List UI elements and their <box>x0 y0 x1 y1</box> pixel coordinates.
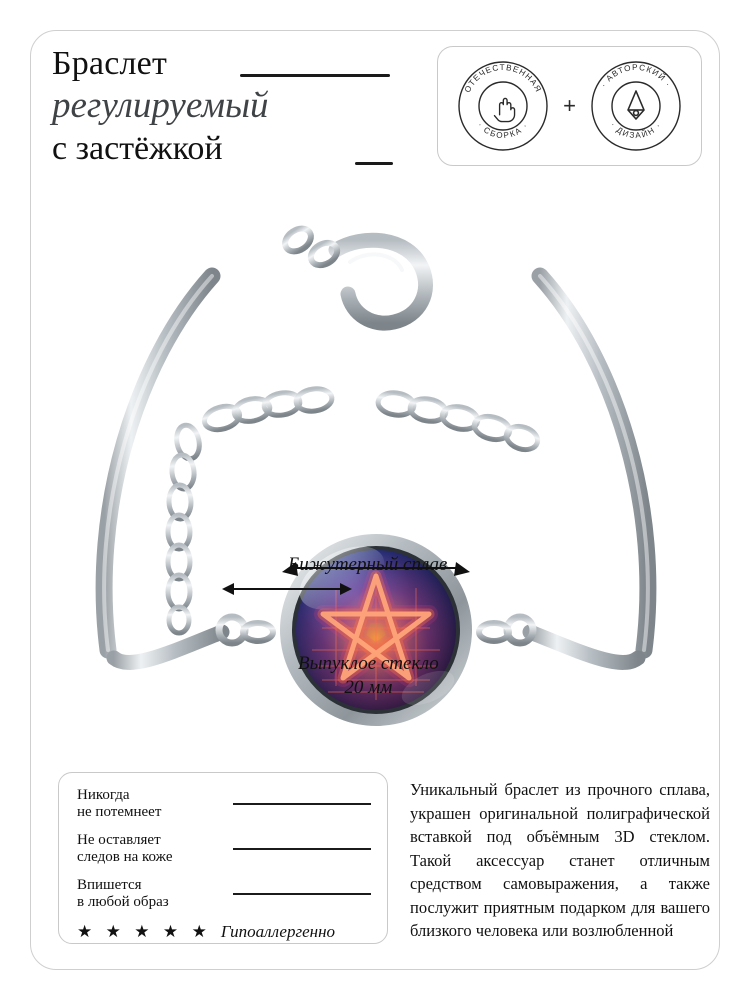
badge-domestic-assembly <box>453 56 553 156</box>
alloy-label: Бижутерный сплав <box>288 554 448 575</box>
product-photo <box>36 180 716 760</box>
glass-label-line-1: Выпуклое стекло <box>298 653 439 674</box>
title-line-1: Браслет <box>52 45 168 82</box>
feature-line-2: в любой образ <box>77 894 169 910</box>
hypoallergenic-label: Гипоаллергенно <box>220 922 336 941</box>
page-title <box>52 44 402 170</box>
title-rule-2 <box>355 162 393 165</box>
feature-item <box>77 877 371 911</box>
svg-text:· АВТОРСКИЙ ·: · АВТОРСКИЙ · <box>598 62 673 89</box>
star-icon-group: ★ ★ ★ ★ ★ <box>77 922 211 942</box>
product-description: Уникальный браслет из прочного сплава, украшен оригинальной полиграфической вставкой под объёмным 3D стеклом. Такой аксессуар станет отличным средством самовыражения, а также послужит приятным подарком для вашего близкого человека или возлюбленной <box>410 780 710 940</box>
title-rule-1 <box>240 74 390 77</box>
feature-rule <box>233 848 371 850</box>
title-line-3: с застёжкой <box>52 130 223 167</box>
feature-item <box>77 832 371 866</box>
features-panel <box>58 772 388 944</box>
feature-line-1: Не оставляет <box>77 832 161 848</box>
badge-separator-plus: + <box>563 93 576 118</box>
glass-label-line-2: 20 мм <box>344 677 393 698</box>
rating-row <box>77 922 371 942</box>
feature-line-2: не потемнеет <box>77 804 162 820</box>
svg-text:ОТЕЧЕСТВЕННАЯ: ОТЕЧЕСТВЕННАЯ <box>462 62 544 95</box>
glass-label <box>298 652 439 700</box>
svg-text:· СБОРКА ·: · СБОРКА · <box>475 120 531 141</box>
feature-text <box>77 787 227 821</box>
feature-line-1: Никогда <box>77 787 130 803</box>
feature-rule <box>233 803 371 805</box>
feature-text <box>77 877 227 911</box>
title-line-2: регулируемый <box>52 85 269 126</box>
feature-line-2: следов на коже <box>77 849 173 865</box>
feature-rule <box>233 893 371 895</box>
badge-author-design <box>586 56 686 156</box>
badges-panel <box>437 46 702 166</box>
svg-text:· ДИЗАЙН ·: · ДИЗАЙН · <box>608 120 664 141</box>
feature-item <box>77 787 371 821</box>
feature-line-1: Впишется <box>77 877 142 893</box>
feature-text <box>77 832 227 866</box>
